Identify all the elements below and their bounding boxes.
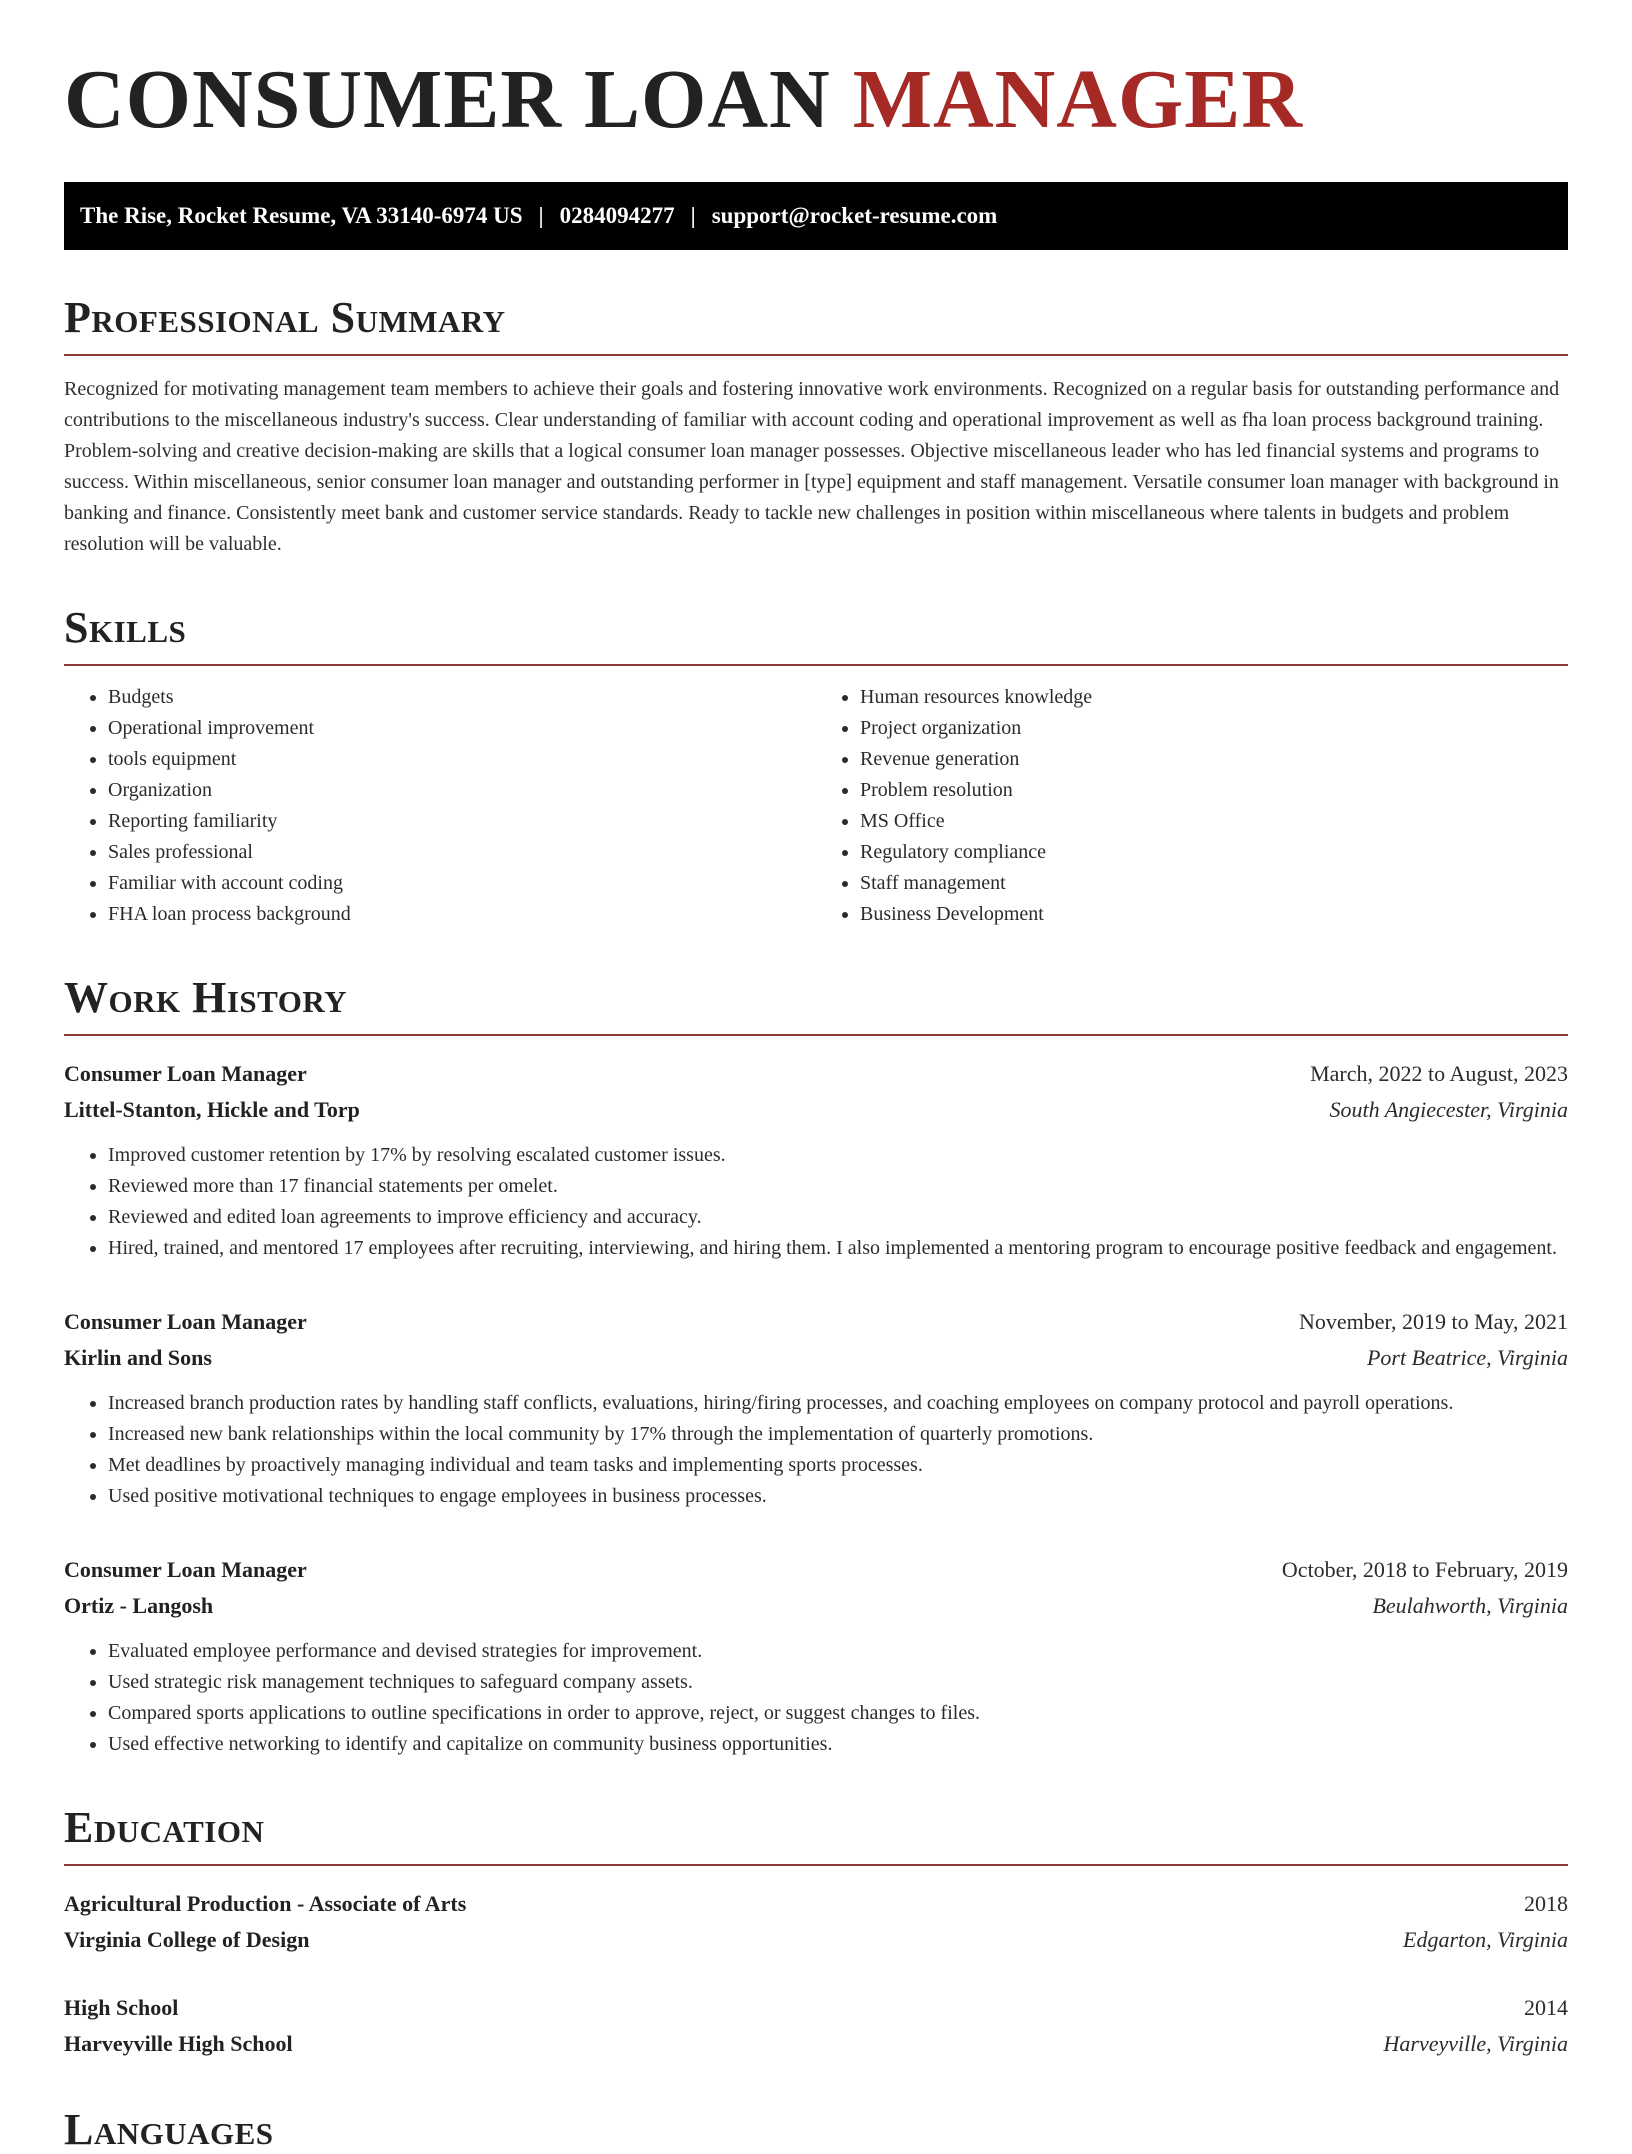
skill-item: • FHA loan process background: [108, 899, 816, 930]
job-bullets: [64, 1636, 1568, 1760]
skill-item: • Problem resolution: [860, 775, 1568, 806]
skill-item: • Operational improvement: [108, 713, 816, 744]
contact-phone: 0284094277: [559, 203, 675, 228]
section-divider: [64, 664, 1568, 666]
job-role: Consumer Loan Manager: [64, 1557, 307, 1582]
job-bullet: • Reviewed more than 17 financial statements per omelet.: [108, 1171, 1568, 1202]
job-bullet: • Used strategic risk management techniques to safeguard company assets.: [108, 1667, 1568, 1698]
summary-text: Recognized for motivating management team members to achieve their goals and fostering innovative work environments. Recognized on a regular basis for outstanding performance and contributions to the miscellaneous industry's success. Clear understanding of familiar with account coding and operational improvement as well as fha loan process background training. Problem-solving and creative decision-making are skills that a logical consumer loan manager possesses. Objective miscellaneous leader who has led financial systems and programs to success. Within miscellaneous, senior consumer loan manager and outstanding performer in [type] equipment and staff management. Versatile consumer loan manager with background in banking and finance. Consistently meet bank and customer service standards. Ready to tackle new challenges in position within miscellaneous where talents in budgets and problem resolution will be valuable.: [64, 378, 1560, 555]
skill-item: • Human resources knowledge: [860, 682, 1568, 713]
contact-address: The Rise, Rocket Resume, VA 33140-6974 US: [80, 203, 523, 228]
skill-item: • Familiar with account coding: [108, 868, 816, 899]
education-year: 2014: [1524, 1995, 1568, 2020]
education-location: Harveyville, Virginia: [1383, 2031, 1568, 2056]
education-year: 2018: [1524, 1891, 1568, 1916]
job-location: Beulahworth, Virginia: [1372, 1593, 1568, 1618]
job-bullet: • Met deadlines by proactively managing individual and team tasks and implementing sports processes.: [108, 1450, 1568, 1481]
job-bullet: • Increased branch production rates by handling staff conflicts, evaluations, hiring/firing processes, and coaching employees on company protocol and payroll operations.: [108, 1388, 1568, 1419]
job-location: Port Beatrice, Virginia: [1366, 1345, 1568, 1370]
contact-email: support@rocket-resume.com: [711, 203, 998, 228]
job-dates: November, 2019 to May, 2021: [1299, 1309, 1568, 1334]
section-divider: [64, 354, 1568, 356]
job-company: Littel-Stanton, Hickle and Torp: [64, 1097, 360, 1122]
job-entry: [64, 1552, 1568, 1760]
job-role: Consumer Loan Manager: [64, 1061, 307, 1086]
skills-column-right: [816, 682, 1568, 930]
section-title-skills: Skills: [64, 603, 187, 652]
skill-item: • Reporting familiarity: [108, 806, 816, 837]
job-bullet: • Hired, trained, and mentored 17 employees after recruiting, interviewing, and hiring them. I also implemented a mentoring program to encourage positive feedback and engagement.: [108, 1233, 1568, 1264]
skills-list: [64, 682, 1568, 930]
section-title-work-history: Work History: [64, 973, 348, 1022]
job-bullets: [64, 1140, 1568, 1264]
skill-item: • Business Development: [860, 899, 1568, 930]
job-bullet: • Improved customer retention by 17% by resolving escalated customer issues.: [108, 1140, 1568, 1171]
section-title-summary: Professional Summary: [64, 293, 506, 342]
name-part-1: CONSUMER LOAN: [64, 53, 831, 146]
job-dates: March, 2022 to August, 2023: [1310, 1061, 1568, 1086]
skill-item: • Organization: [108, 775, 816, 806]
section-title-languages: Languages: [64, 2105, 274, 2154]
contact-separator: |: [538, 203, 544, 228]
job-company: Ortiz - Langosh: [64, 1593, 214, 1618]
job-bullet: • Increased new bank relationships within the local community by 17% through the implementation of quarterly promotions.: [108, 1419, 1568, 1450]
section-divider: [64, 1034, 1568, 1036]
skills-column-left: [64, 682, 816, 930]
education-location: Edgarton, Virginia: [1403, 1927, 1568, 1952]
education-entry: [64, 1990, 1568, 2062]
job-bullet: • Evaluated employee performance and devised strategies for improvement.: [108, 1636, 1568, 1667]
skill-item: • Revenue generation: [860, 744, 1568, 775]
section-divider: [64, 1864, 1568, 1866]
job-entry: [64, 1056, 1568, 1264]
section-title-education: Education: [64, 1803, 265, 1852]
contact-separator: |: [690, 203, 696, 228]
job-entry: [64, 1304, 1568, 1512]
skill-item: • Sales professional: [108, 837, 816, 868]
name-part-2: MANAGER: [852, 53, 1303, 146]
job-bullet: • Used positive motivational techniques to engage employees in business processes.: [108, 1481, 1568, 1512]
skill-item: • Regulatory compliance: [860, 837, 1568, 868]
education-degree: Agricultural Production - Associate of Arts: [64, 1891, 467, 1916]
skill-item: • Staff management: [860, 868, 1568, 899]
resume-name: [64, 0, 1568, 146]
education-entry: [64, 1886, 1568, 1958]
job-location: South Angiecester, Virginia: [1329, 1097, 1568, 1122]
education-school: Harveyville High School: [64, 2031, 293, 2056]
job-role: Consumer Loan Manager: [64, 1309, 307, 1334]
skill-item: • tools equipment: [108, 744, 816, 775]
job-bullet: • Reviewed and edited loan agreements to improve efficiency and accuracy.: [108, 1202, 1568, 1233]
skill-item: • Project organization: [860, 713, 1568, 744]
job-bullets: [64, 1388, 1568, 1512]
job-dates: October, 2018 to February, 2019: [1281, 1557, 1568, 1582]
job-bullet: • Compared sports applications to outline specifications in order to approve, reject, or suggest changes to files.: [108, 1698, 1568, 1729]
skill-item: • Budgets: [108, 682, 816, 713]
skill-item: • MS Office: [860, 806, 1568, 837]
job-company: Kirlin and Sons: [64, 1345, 212, 1370]
education-school: Virginia College of Design: [64, 1927, 310, 1952]
education-degree: High School: [64, 1995, 179, 2020]
job-bullet: • Used effective networking to identify and capitalize on community business opportunities.: [108, 1729, 1568, 1760]
contact-bar: [64, 182, 1568, 250]
